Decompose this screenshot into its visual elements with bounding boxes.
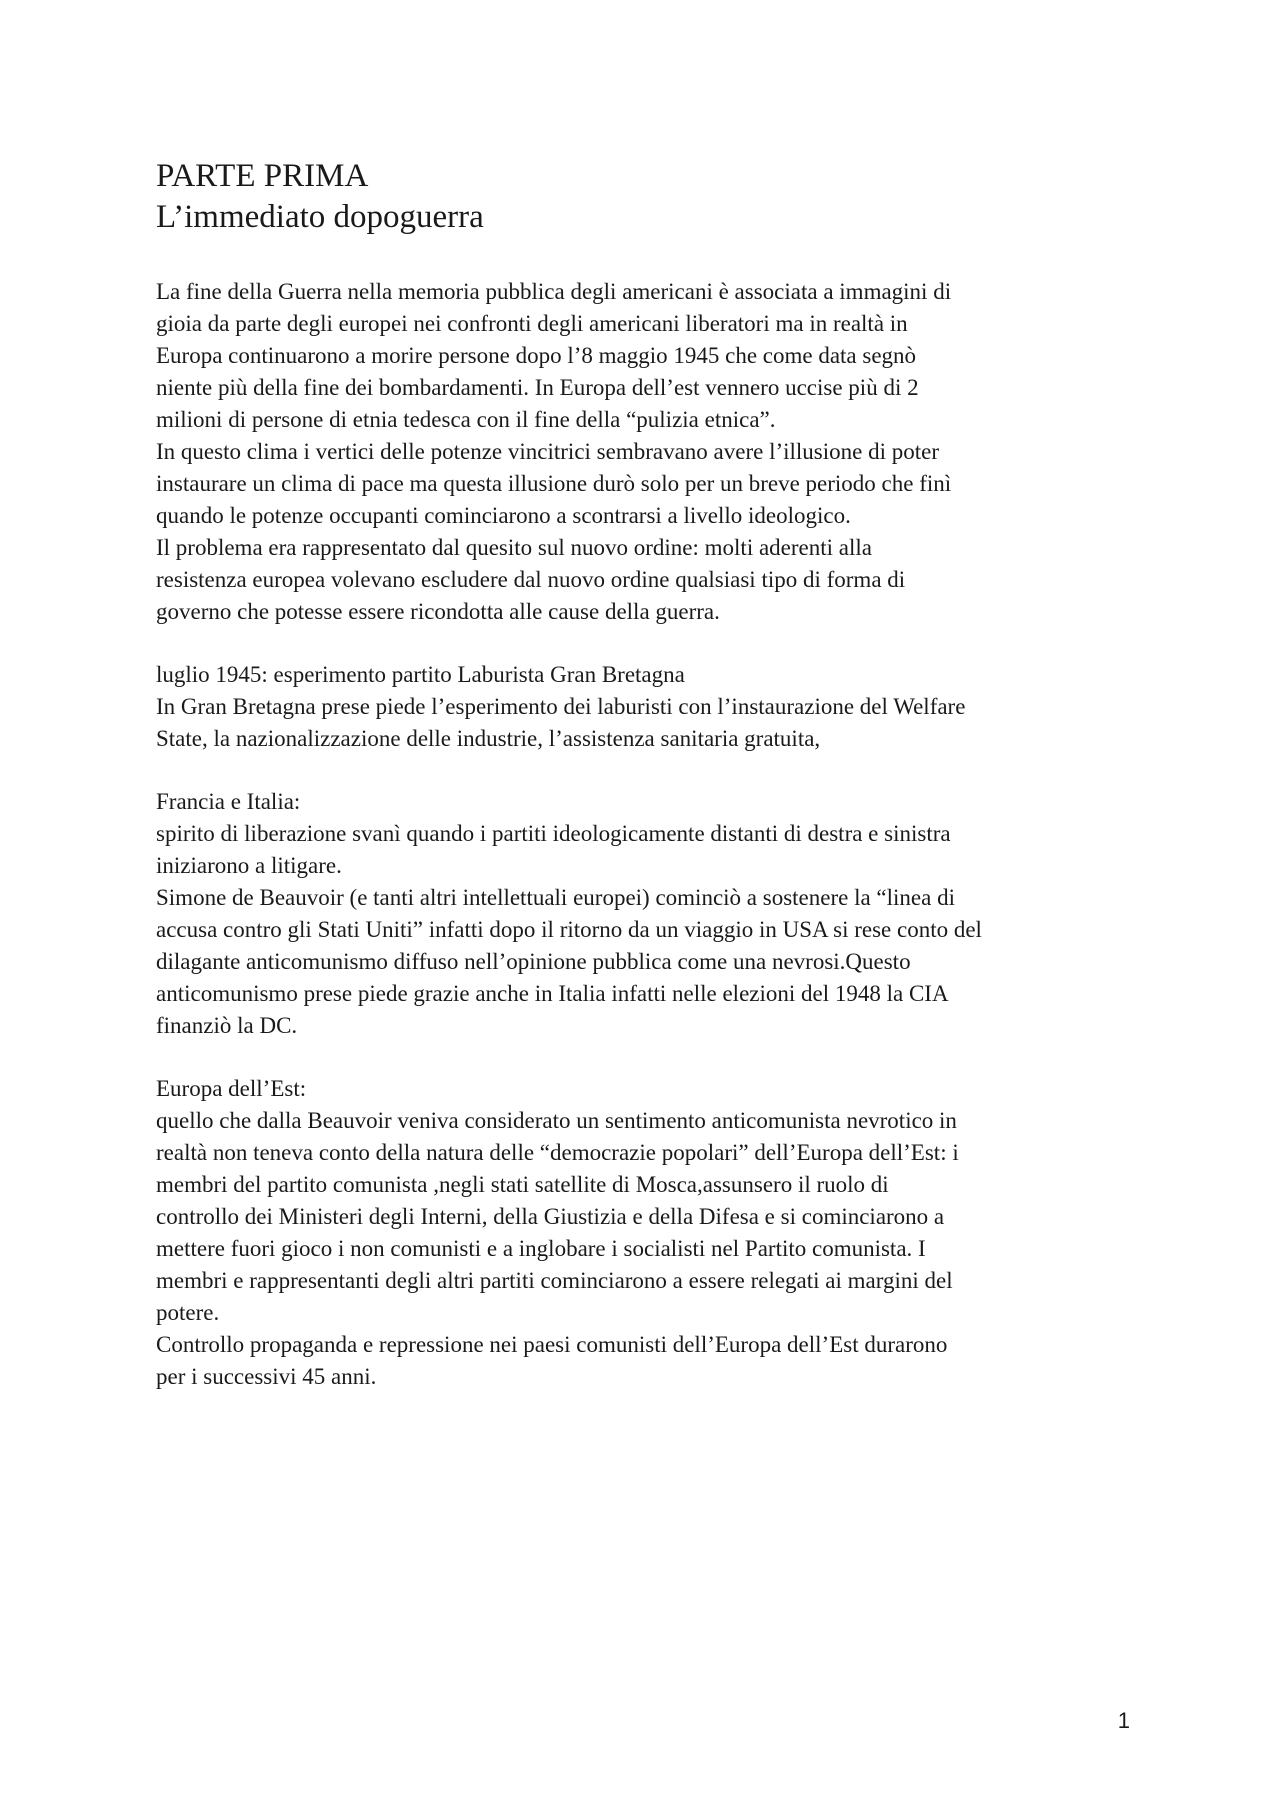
text-line: controllo dei Ministeri degli Interni, della Giustizia e della Difesa e si cominciarono a	[156, 1204, 945, 1229]
text-line: La fine della Guerra nella memoria pubblica degli americani è associata a immagini di	[156, 279, 952, 304]
text-line: niente più della fine dei bombardamenti. In Europa dell’est vennero uccise più di 2	[156, 375, 919, 400]
text-line: realtà non teneva conto della natura delle “democrazie popolari” dell’Europa dell’Est: i	[156, 1140, 959, 1165]
text-line: State, la nazionalizzazione delle industrie, l’assistenza sanitaria gratuita,	[156, 726, 821, 751]
text-line: per i successivi 45 anni.	[156, 1364, 377, 1389]
text-line: quello che dalla Beauvoir veniva considerato un sentimento anticomunista nevrotico in	[156, 1108, 957, 1133]
text-line: spirito di liberazione svanì quando i partiti ideologicamente distanti di destra e sinistra	[156, 821, 951, 846]
part-title: PARTE PRIMA	[156, 158, 369, 194]
text-line: anticomunismo prese piede grazie anche in Italia infatti nelle elezioni del 1948 la CIA	[156, 981, 949, 1006]
page-content	[156, 156, 1146, 1424]
paragraph-europa-est	[156, 1073, 1146, 1393]
text-line: milioni di persone di etnia tedesca con il fine della “pulizia etnica”.	[156, 407, 776, 432]
text-line: accusa contro gli Stati Uniti” infatti dopo il ritorno da un viaggio in USA si rese conto del	[156, 917, 982, 942]
text-line: potere.	[156, 1300, 220, 1325]
section-label: Europa dell’Est:	[156, 1076, 307, 1101]
section-label: luglio 1945: esperimento partito Laburista Gran Bretagna	[156, 662, 685, 687]
page-number: 1	[1117, 1708, 1130, 1733]
heading-block	[156, 156, 1146, 238]
text-line: resistenza europea volevano escludere dal nuovo ordine qualsiasi tipo di forma di	[156, 567, 906, 592]
paragraph-dopoguerra	[156, 276, 1146, 628]
text-line: In Gran Bretagna prese piede l’esperimento dei laburisti con l’instaurazione del Welfare	[156, 694, 966, 719]
text-line: iniziarono a litigare.	[156, 853, 342, 878]
text-line: mettere fuori gioco i non comunisti e a inglobare i socialisti nel Partito comunista. I	[156, 1236, 926, 1261]
paragraph-francia-italia	[156, 786, 1146, 1042]
chapter-title: L’immediato dopoguerra	[156, 199, 484, 235]
text-line: membri del partito comunista ,negli stati satellite di Mosca,assunsero il ruolo di	[156, 1172, 889, 1197]
text-line: Simone de Beauvoir (e tanti altri intellettuali europei) cominciò a sostenere la “linea di	[156, 885, 955, 910]
text-line: quando le potenze occupanti cominciarono a scontrarsi a livello ideologico.	[156, 503, 851, 528]
text-line: finanziò la DC.	[156, 1013, 298, 1038]
text-line: In questo clima i vertici delle potenze vincitrici sembravano avere l’illusione di poter	[156, 439, 939, 464]
section-label: Francia e Italia:	[156, 789, 301, 814]
text-line: gioia da parte degli europei nei confronti degli americani liberatori ma in realtà in	[156, 311, 908, 336]
text-line: Il problema era rappresentato dal quesito sul nuovo ordine: molti aderenti alla	[156, 535, 872, 560]
text-line: governo che potesse essere ricondotta alle cause della guerra.	[156, 599, 720, 624]
text-line: instaurare un clima di pace ma questa illusione durò solo per un breve periodo che finì	[156, 471, 952, 496]
text-line: dilagante anticomunismo diffuso nell’opinione pubblica come una nevrosi.Questo	[156, 949, 911, 974]
text-line: Controllo propaganda e repressione nei paesi comunisti dell’Europa dell’Est durarono	[156, 1332, 948, 1357]
text-line: membri e rappresentanti degli altri partiti cominciarono a essere relegati ai margini del	[156, 1268, 953, 1293]
text-line: Europa continuarono a morire persone dopo l’8 maggio 1945 che come data segnò	[156, 343, 917, 368]
paragraph-gran-bretagna	[156, 659, 1146, 755]
